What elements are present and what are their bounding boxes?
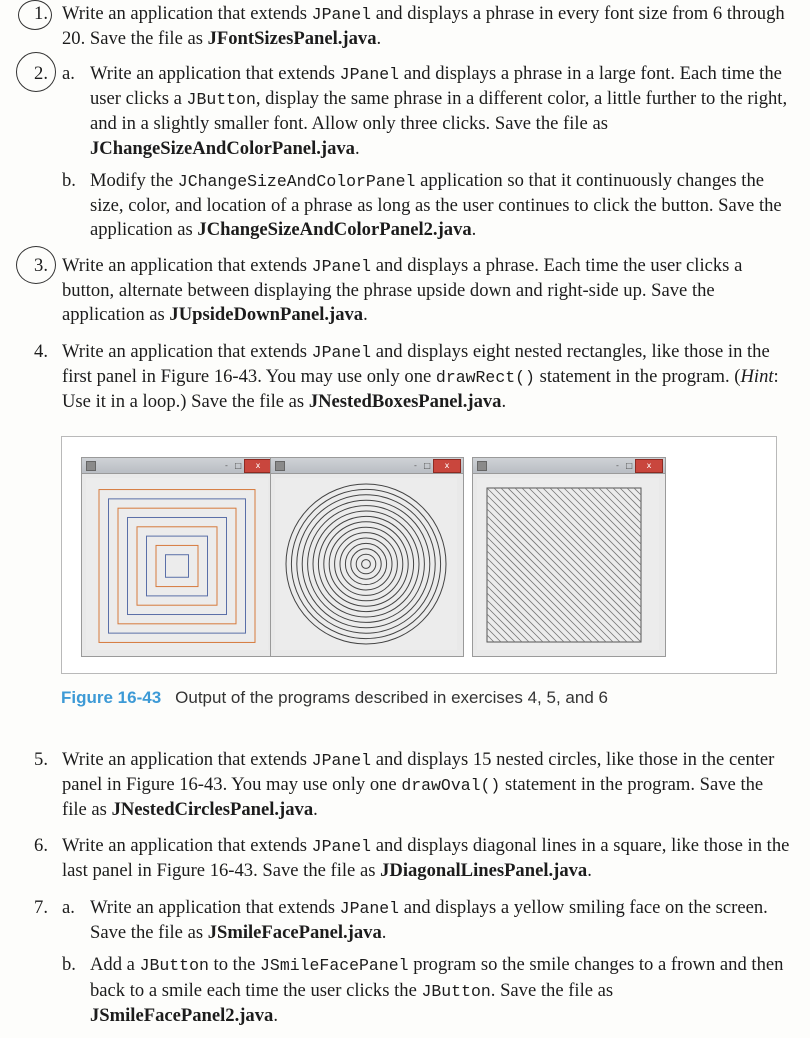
diagonal-line xyxy=(536,488,641,593)
exercise-number: 4. xyxy=(34,341,48,362)
exercise-4: 4. Write an application that extends JPanel and displays eight nested rectangles, like those in the first panel in Figure 16-43. You may use only one drawRect() statement in the program. (Hint: Use it in a loop.) Save the file as JNestedBoxesPanel.java. xyxy=(62,340,790,415)
title-bar xyxy=(473,458,665,474)
window-controls[interactable]: - □ xyxy=(225,461,244,470)
diagonal-line xyxy=(578,488,641,551)
exercise-7 xyxy=(34,896,790,1028)
nested-rectangle xyxy=(137,527,217,605)
exercise-5: 5. Write an application that extends JPanel and displays 15 nested circles, like those in the center panel in Figure 16-43. You may use only one drawOval() statement in the program. Save the file as JNestedCirclesPanel.java. xyxy=(62,748,790,823)
diagonal-line xyxy=(508,488,641,621)
nested-rectangle xyxy=(99,490,255,643)
diagonal-line xyxy=(487,509,620,642)
nested-circle xyxy=(297,495,435,633)
exercise-2 xyxy=(34,62,790,242)
close-button[interactable]: x xyxy=(635,459,663,473)
exercise-7b: b. Add a JButton to the JSmileFacePanel program so the smile changes to a frown and then back to a smile each time the user clicks the JButton. Save the file as JSmileFacePanel2.java. xyxy=(62,954,784,1026)
file-name: JChangeSizeAndColorPanel2.java xyxy=(197,219,472,241)
file-name: JSmileFacePanel2.java xyxy=(90,1004,274,1026)
diagonal-line xyxy=(627,488,641,502)
hand-drawn-circle xyxy=(16,246,56,284)
diagonal-line xyxy=(487,488,641,642)
diagonal-line xyxy=(543,488,641,586)
exercise-1: 1. Write an application that extends JPanel and displays a phrase in every font size from 6 through 20. Save the file as JFontSizesPanel.java. xyxy=(62,2,790,51)
exercise-3: 3. Write an application that extends JPanel and displays a phrase. Each time the user clicks a button, alternate between displaying the phrase upside down and right-side up. Save the application as JUpsideDownPanel.java. xyxy=(62,254,790,328)
diagonal-line xyxy=(515,488,641,614)
diagonal-line xyxy=(487,537,592,642)
nested-rectangle xyxy=(128,517,227,614)
diagonal-line xyxy=(487,579,550,642)
exercise-2b: b. Modify the JChangeSizeAndColorPanel application so that it continuously changes the size, color, and location of a phrase as long as the user continues to click the button. Save the application as JChangeSizeAndColorPanel2.java. xyxy=(62,169,782,241)
file-name: JChangeSizeAndColorPanel.java xyxy=(90,137,355,159)
window-nested-circles xyxy=(270,457,464,657)
nested-circle xyxy=(318,516,413,611)
nested-circle xyxy=(308,506,425,623)
exercise-number: 1. xyxy=(34,3,48,24)
diagonal-line xyxy=(487,551,578,642)
nested-rectangle xyxy=(118,508,236,624)
hand-drawn-circle xyxy=(16,52,56,92)
nested-circle xyxy=(302,500,430,628)
diagonal-line xyxy=(487,530,599,642)
nested-circle xyxy=(324,522,408,606)
exercise-7a: a. Write an application that extends JPanel and displays a yellow smiling face on the screen. Save the file as JSmileFacePanel.java. xyxy=(62,897,768,944)
diagonal-line xyxy=(564,488,641,565)
nested-rectangle xyxy=(166,555,189,578)
hand-drawn-circle xyxy=(18,0,52,30)
nested-circle xyxy=(335,533,398,596)
diagonal-line xyxy=(487,558,571,642)
diagonal-line xyxy=(487,565,564,642)
close-button[interactable]: x xyxy=(433,459,461,473)
caption-text: Output of the programs described in exercises 4, 5, and 6 xyxy=(175,688,608,707)
diagonal-line xyxy=(487,607,522,642)
diagonal-line xyxy=(599,488,641,530)
diagonal-line xyxy=(494,488,641,635)
drawing-canvas xyxy=(86,478,268,650)
exercise-number: 5. xyxy=(34,749,48,770)
nested-rectangle xyxy=(156,545,198,586)
exercise-number: 3. xyxy=(34,255,48,276)
nested-circle xyxy=(286,484,446,644)
nested-circles-drawing xyxy=(275,478,457,650)
diagonal-line xyxy=(585,488,641,544)
file-name: JNestedCirclesPanel.java xyxy=(111,799,314,821)
file-name: JSmileFacePanel.java xyxy=(207,922,382,944)
file-name: JDiagonalLinesPanel.java xyxy=(380,860,588,882)
diagonal-line xyxy=(550,488,641,579)
window-nested-rectangles xyxy=(81,457,275,657)
diagonal-line xyxy=(613,488,641,516)
nested-circle xyxy=(340,538,392,590)
diagonal-line xyxy=(487,600,529,642)
diagonal-line xyxy=(606,488,641,523)
diagonal-line xyxy=(487,614,515,642)
nested-circle xyxy=(362,560,371,569)
diagonal-line xyxy=(634,488,641,495)
diagonal-line xyxy=(487,516,613,642)
nested-circle xyxy=(345,543,386,584)
figure-label: Figure 16-43 xyxy=(61,688,162,707)
file-name: JFontSizesPanel.java xyxy=(207,28,377,50)
diagonal-line xyxy=(487,495,634,642)
diagonal-line xyxy=(487,635,494,642)
window-controls[interactable]: - □ xyxy=(616,461,635,470)
exercise-number: 7. xyxy=(34,897,48,918)
title-bar xyxy=(82,458,274,474)
diagonal-line xyxy=(487,628,501,642)
nested-rectangles-drawing xyxy=(86,478,268,650)
diagonal-line xyxy=(487,593,536,642)
drawing-canvas xyxy=(477,478,659,650)
diagonal-line xyxy=(529,488,641,600)
diagonal-line xyxy=(592,488,641,537)
drawing-canvas xyxy=(275,478,457,650)
file-name: JNestedBoxesPanel.java xyxy=(308,391,502,413)
diagonal-line xyxy=(487,544,585,642)
diagonal-lines-drawing xyxy=(477,478,659,650)
diagonal-line xyxy=(557,488,641,572)
figure-caption xyxy=(61,688,608,708)
app-icon xyxy=(86,461,96,471)
app-icon xyxy=(275,461,285,471)
nested-circle xyxy=(356,554,376,574)
exercise-number: 2. xyxy=(34,63,48,84)
window-diagonal-lines xyxy=(472,457,666,657)
exercise-2a: a. Write an application that extends JPanel and displays a phrase in a large font. Each time the user clicks a JButton, display the same phrase in a different color, a little further to the right, and in a slightly smaller font. Allow only three clicks. Save the file as JChangeSizeAndColorPanel.java. xyxy=(62,63,788,159)
nested-rectangle xyxy=(109,499,246,633)
file-name: JUpsideDownPanel.java xyxy=(169,304,364,326)
nested-circle xyxy=(291,489,440,638)
nested-circle xyxy=(351,549,381,579)
diagonal-line xyxy=(487,586,543,642)
window-controls[interactable]: - □ xyxy=(414,461,433,470)
figure-16-43 xyxy=(61,436,777,674)
exercise-number: 6. xyxy=(34,835,48,856)
title-bar xyxy=(271,458,463,474)
app-icon xyxy=(477,461,487,471)
close-button[interactable]: x xyxy=(244,459,272,473)
exercise-6: 6. Write an application that extends JPanel and displays diagonal lines in a square, like those in the last panel in Figure 16-43. Save the file as JDiagonalLinesPanel.java. xyxy=(62,834,790,883)
